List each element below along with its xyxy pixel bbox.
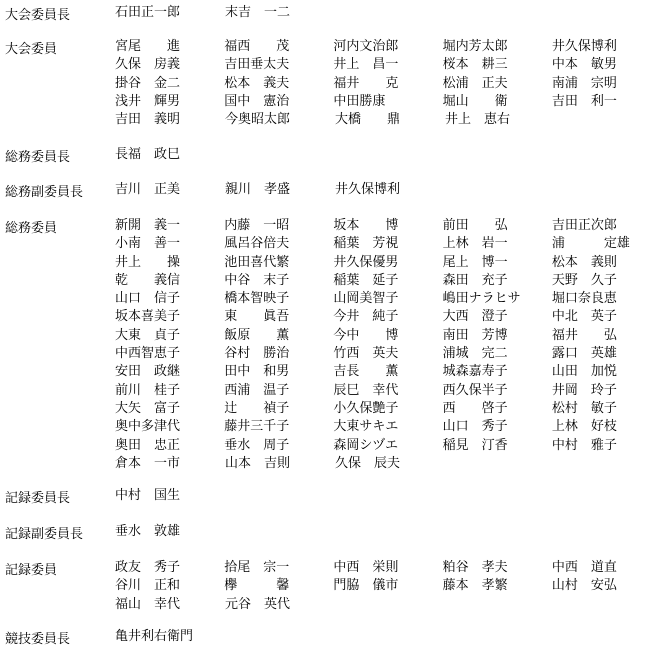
member-name: 中西智恵子 (115, 346, 181, 362)
member-name: 中北 英子 (551, 309, 617, 325)
member-name: 大西 澄子 (442, 309, 508, 325)
member-name: 井久保博利 (335, 182, 401, 197)
names-grid (115, 4, 661, 22)
member-name: 奥田 忠正 (115, 437, 181, 453)
role-label: 記録副委員長 (5, 527, 84, 542)
name-row (115, 308, 661, 326)
name-row (115, 181, 661, 199)
member-name: 福西 茂 (224, 39, 290, 54)
name-row (115, 327, 661, 345)
name-row (115, 235, 661, 253)
member-name: 乾 義信 (115, 272, 181, 288)
member-name: 山口 信子 (115, 291, 181, 307)
name-row (115, 363, 661, 381)
member-name: 堀口奈良恵 (551, 291, 617, 307)
member-name: 小久保艶子 (333, 400, 399, 416)
member-name: 松本 義夫 (224, 75, 290, 91)
member-name: 藤本 孝繁 (442, 578, 508, 594)
member-name: 吉田 義明 (115, 112, 181, 128)
role-label: 記録委員長 (5, 491, 71, 506)
member-name: 長福 政巳 (115, 147, 181, 162)
member-name: 中本 敏男 (551, 57, 617, 73)
member-name: 浅井 輝男 (115, 93, 181, 109)
member-name: 松本 義則 (551, 254, 617, 270)
member-name: 吉田垂太夫 (224, 57, 290, 73)
name-row (115, 111, 661, 129)
member-name: 山岡美智子 (333, 291, 399, 307)
member-name: 松浦 正夫 (442, 75, 508, 91)
member-name: 城森嘉寿子 (442, 364, 508, 380)
member-name: 田中 和男 (224, 364, 290, 380)
member-name: 垂水 周子 (224, 437, 290, 453)
name-row (115, 4, 661, 22)
member-name: 粕谷 孝夫 (442, 560, 508, 575)
member-name: 池田喜代繁 (224, 254, 290, 270)
member-name: 安田 政継 (115, 364, 181, 380)
name-row (115, 487, 661, 505)
member-name: 前田 弘 (442, 218, 508, 233)
member-name: 今奥昭太郎 (225, 112, 291, 128)
member-name: 辻 禎子 (224, 400, 290, 416)
member-name: 福井 克 (333, 75, 399, 91)
name-row (115, 345, 661, 363)
member-name: 吉田正次郎 (551, 218, 617, 233)
member-name: 稲葉 芳視 (333, 236, 399, 252)
member-name: 南田 芳博 (442, 327, 508, 343)
names-grid (115, 559, 661, 614)
name-row (115, 437, 661, 455)
member-name: 山本 吉則 (225, 455, 291, 471)
member-name: 中村 雅子 (551, 437, 617, 453)
member-name: 橋本智映子 (224, 291, 290, 307)
member-name: 辰巳 幸代 (333, 382, 399, 398)
role-label: 大会委員長 (5, 8, 71, 23)
member-name: 堀内芳太郎 (442, 39, 508, 54)
member-name: 谷川 正和 (115, 578, 181, 594)
member-name: 西久保半子 (442, 382, 508, 398)
names-grid (115, 628, 661, 646)
name-row (115, 523, 661, 541)
name-row (115, 217, 661, 235)
member-name: 井上 昌一 (333, 57, 399, 73)
member-name: 竹西 英夫 (333, 346, 399, 362)
member-name: 倉本 一市 (115, 455, 181, 471)
member-name: 垂水 敦雄 (115, 524, 181, 539)
names-grid (115, 38, 661, 129)
member-name: 井上 恵右 (445, 112, 511, 128)
name-row (115, 38, 661, 56)
member-name: 新開 義一 (115, 218, 181, 233)
member-name: 井久保優男 (333, 254, 399, 270)
member-name: 藤井三千子 (224, 419, 290, 435)
member-name: 天野 久子 (551, 272, 617, 288)
member-name: 井上 操 (115, 254, 181, 270)
role-label: 記録委員 (5, 563, 58, 578)
member-name: 東 眞吾 (224, 309, 290, 325)
member-name: 今中 博 (333, 327, 399, 343)
role-label: 総務委員長 (5, 150, 71, 165)
member-name: 森田 充子 (442, 272, 508, 288)
member-name: 桜本 耕三 (442, 57, 508, 73)
name-row (115, 75, 661, 93)
member-name: 吉川 正美 (115, 182, 181, 197)
member-name: 坂本 博 (333, 218, 399, 233)
member-name: 西 啓子 (442, 400, 508, 416)
name-row (115, 56, 661, 74)
member-name: 風呂谷倍夫 (224, 236, 290, 252)
member-name: 吉長 薫 (333, 364, 399, 380)
name-row (115, 596, 661, 614)
member-name: 中谷 末子 (224, 272, 290, 288)
member-name: 奥中多津代 (115, 419, 181, 435)
member-name: 南浦 宗明 (551, 75, 617, 91)
names-grid (115, 487, 661, 505)
member-name: 今井 純子 (333, 309, 399, 325)
member-name: 露口 英雄 (551, 346, 617, 362)
role-label: 総務委員 (5, 221, 58, 236)
member-name: 尾上 博一 (442, 254, 508, 270)
name-row (115, 382, 661, 400)
member-name: 坂本喜美子 (115, 309, 181, 325)
member-name: 中村 国生 (115, 488, 181, 503)
member-name: 飯原 薫 (224, 327, 290, 343)
member-name: 宮尾 進 (115, 39, 181, 54)
member-name: 上林 好枝 (551, 419, 617, 435)
member-name: 門脇 儀市 (333, 578, 399, 594)
name-row (115, 400, 661, 418)
member-name: 河内文治郎 (333, 39, 399, 54)
member-name: 西浦 温子 (224, 382, 290, 398)
member-name: 末吉 一二 (225, 5, 291, 20)
member-name: 嶋田ナラヒサ (442, 291, 521, 307)
member-name: 大橋 鼎 (335, 112, 401, 128)
names-grid (115, 523, 661, 541)
member-name: 松村 敏子 (551, 400, 617, 416)
member-name: 大東サキエ (333, 419, 399, 435)
name-row (115, 93, 661, 111)
role-label: 競技委員長 (5, 632, 71, 647)
member-name: 大矢 富子 (115, 400, 181, 416)
member-name: 元谷 英代 (225, 596, 291, 612)
member-name: 堀山 衛 (442, 93, 508, 109)
member-name: 前川 桂子 (115, 382, 181, 398)
role-label: 大会委員 (5, 42, 58, 57)
member-name: 吉田 利一 (551, 93, 617, 109)
member-name: 小南 善一 (115, 236, 181, 252)
member-name: 掛谷 金二 (115, 75, 181, 91)
member-name: 福山 幸代 (115, 596, 181, 612)
member-name: 国中 憲治 (224, 93, 290, 109)
member-name: 中西 道直 (551, 560, 617, 575)
name-row (115, 272, 661, 290)
member-name: 政友 秀子 (115, 560, 181, 575)
member-name: 山田 加悦 (551, 364, 617, 380)
member-name: 福井 弘 (551, 327, 617, 343)
member-name: 石田正一郎 (115, 5, 181, 20)
member-name: 井久保博利 (551, 39, 617, 54)
name-row (115, 146, 661, 164)
member-name: 稲見 汀香 (442, 437, 508, 453)
member-name: 浦城 完二 (442, 346, 508, 362)
names-grid (115, 217, 661, 473)
member-name: 久保 房義 (115, 57, 181, 73)
member-name: 内藤 一昭 (224, 218, 290, 233)
name-row (115, 628, 661, 646)
member-name: 井岡 玲子 (551, 382, 617, 398)
name-row (115, 254, 661, 272)
member-name: 山村 安弘 (551, 578, 617, 594)
name-row (115, 577, 661, 595)
member-name: 欅 馨 (224, 578, 290, 594)
member-name: 大東 貞子 (115, 327, 181, 343)
member-name: 中田勝康 (333, 93, 386, 109)
names-grid (115, 146, 661, 164)
name-row (115, 559, 661, 577)
member-name: 浦 定雄 (551, 236, 630, 252)
member-name: 久保 辰夫 (335, 455, 401, 471)
name-row (115, 290, 661, 308)
member-name: 中西 栄則 (333, 560, 399, 575)
names-grid (115, 181, 661, 199)
member-name: 稲葉 延子 (333, 272, 399, 288)
member-name: 森岡シヅエ (333, 437, 399, 453)
member-name: 上林 岩一 (442, 236, 508, 252)
name-row (115, 455, 661, 473)
role-label: 総務副委員長 (5, 185, 84, 200)
member-name: 山口 秀子 (442, 419, 508, 435)
member-name: 拾尾 宗一 (224, 560, 290, 575)
member-name: 亀井利右衛門 (115, 629, 194, 644)
name-row (115, 418, 661, 436)
member-name: 親川 孝盛 (225, 182, 291, 197)
member-name: 谷村 勝治 (224, 346, 290, 362)
